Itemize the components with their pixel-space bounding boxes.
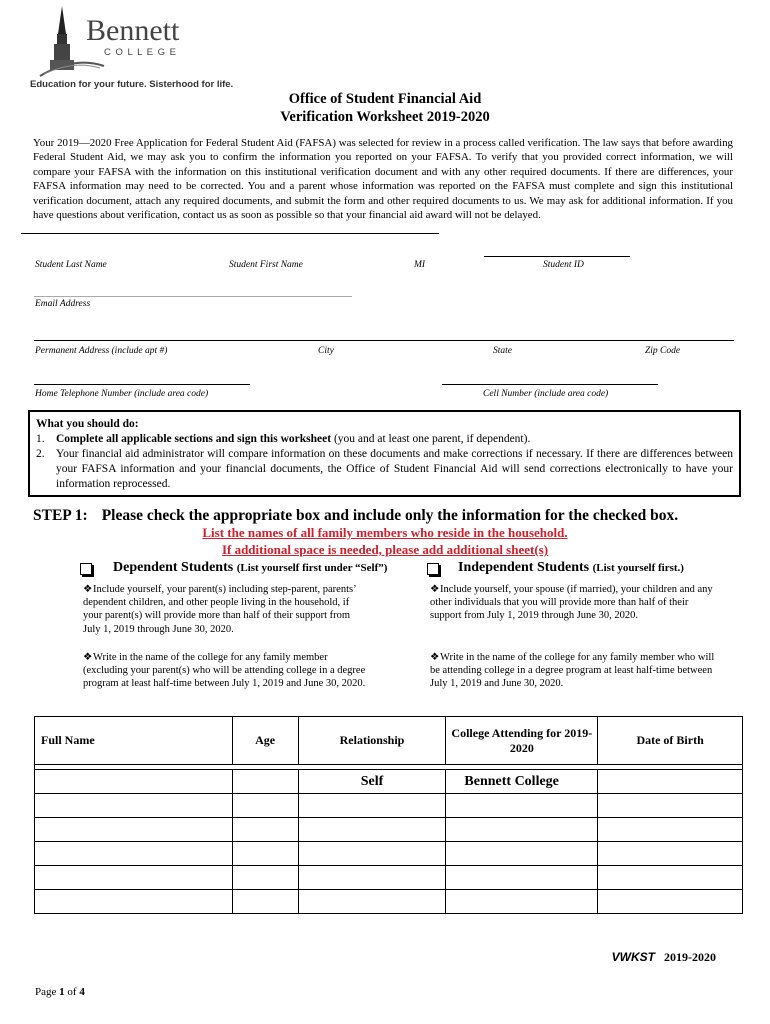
email-label: Email Address <box>35 299 91 309</box>
independent-heading: Independent Students (List yourself first.) <box>458 560 684 575</box>
zip-label: Zip Code <box>645 346 681 356</box>
cell-phone-label: Cell Number (include area code) <box>483 389 609 399</box>
cell-phone-line[interactable] <box>442 384 658 385</box>
dependent-checkbox[interactable] <box>80 563 92 575</box>
intro-paragraph: Your 2019—2020 Free Application for Federal Student Aid (FAFSA) was selected for review in a process called verification. The law says that before awarding Federal Student Aid, we may ask you to confirm the information you reported on your FAFSA. To verify that you provided correct information, we will compare your FAFSA with the information on this institutional verification document and with any other required documents. If there are differences, your FAFSA information may need to be corrected. You and a parent whose information was reported on the FAFSA must complete and sign this institutional verification document, attach any required documents, and submit the form and other required documents to us. We may ask for additional information. If you have questions about verification, contact us as soon as possible so that your financial aid award will not be delayed. <box>33 137 733 222</box>
table-row <box>35 770 743 794</box>
instructions-box <box>28 410 741 497</box>
diamond-bullet-icon: ❖ <box>83 652 93 663</box>
header-age: Age <box>232 717 298 765</box>
dependent-bullet-1: ❖Include yourself, your parent(s) including step-parent, parents’ dependent children, and other people living in the household, if your parent(s) will provide more than half of their support from July 1, 2019 through June 30, 2020. <box>83 584 356 635</box>
address-label: Permanent Address (include apt #) <box>35 346 168 356</box>
state-label: State <box>493 346 512 356</box>
table-row <box>35 818 743 842</box>
family-members-table <box>34 716 743 914</box>
city-label: City <box>318 346 334 356</box>
table-row <box>35 794 743 818</box>
worksheet-title: Verification Worksheet 2019-2020 <box>280 109 490 125</box>
instructions-heading: What you should do: <box>36 418 139 430</box>
last-name-label: Student Last Name <box>35 260 107 270</box>
instruction-item-1: 1. Complete all applicable sections and sign this worksheet (you and at least one parent, if dependent). <box>36 433 531 445</box>
independent-checkbox[interactable] <box>427 563 439 575</box>
header-college: College Attending for 2019-2020 <box>446 717 598 765</box>
household-instruction: List the names of all family members who reside in the household. <box>202 525 568 540</box>
cell-full-name[interactable] <box>35 770 233 794</box>
office-title: Office of Student Financial Aid <box>288 91 482 107</box>
independent-bullet-2: ❖Write in the name of the college for any family member who will be attending college in a degree program at least half-time between July 1, 2019 and June 30, 2020. <box>430 652 715 690</box>
first-name-label: Student First Name <box>229 260 303 270</box>
cell-age[interactable] <box>232 770 298 794</box>
header-full-name: Full Name <box>35 717 233 765</box>
tagline: Education for your future. Sisterhood for life. <box>30 79 234 90</box>
additional-sheets-note: If additional space is needed, please add additional sheet(s) <box>221 542 549 557</box>
student-id-label: Student ID <box>543 260 584 270</box>
independent-bullet-1: ❖Include yourself, your spouse (if married), your children and any other individuals that you will provide more than half of their support from July 1, 2019 through June 30, 2020. <box>430 584 713 622</box>
table-row <box>35 842 743 866</box>
form-code: VWKST 2019-2020 <box>611 950 716 964</box>
table-header-row <box>35 717 743 765</box>
table-row <box>35 890 743 914</box>
logo-subtitle: C O L L E G E <box>104 47 178 58</box>
diamond-bullet-icon: ❖ <box>430 652 440 663</box>
cell-college[interactable]: Bennett College <box>446 770 598 794</box>
name-line[interactable] <box>21 233 439 234</box>
header-relationship: Relationship <box>298 717 446 765</box>
diamond-bullet-icon: ❖ <box>83 584 93 595</box>
home-phone-line[interactable] <box>34 384 250 385</box>
instruction-item-2: 2. Your financial aid administrator will compare information on these documents and make corrections if necessary. If there are differences between your FAFSA information and your financial documents, the Office of Student Financial Aid will send corrections electronically to have your information reprocessed. <box>36 448 733 490</box>
dependent-heading: Dependent Students (List yourself first under “Self”) <box>113 560 388 575</box>
home-phone-label: Home Telephone Number (include area code) <box>35 389 209 399</box>
mi-label: MI <box>414 260 426 270</box>
cell-relationship[interactable]: Self <box>298 770 446 794</box>
dependent-bullet-2: ❖Write in the name of the college for any family member (excluding your parent(s) who will be attending college in a degree program at least half-time between July 1, 2019 and June 30, 2020. <box>83 652 366 690</box>
cell-dob[interactable] <box>598 770 743 794</box>
logo-wordmark: Bennett <box>86 14 180 47</box>
email-line[interactable] <box>34 296 352 297</box>
table-row <box>35 866 743 890</box>
address-line[interactable] <box>34 340 734 341</box>
diamond-bullet-icon: ❖ <box>430 584 440 595</box>
step1-heading: STEP 1: Please check the appropriate box and include only the information for the checked box. <box>33 507 679 524</box>
page-number: Page 1 of 4 <box>35 986 85 998</box>
header-dob: Date of Birth <box>598 717 743 765</box>
student-id-line[interactable] <box>484 256 630 257</box>
